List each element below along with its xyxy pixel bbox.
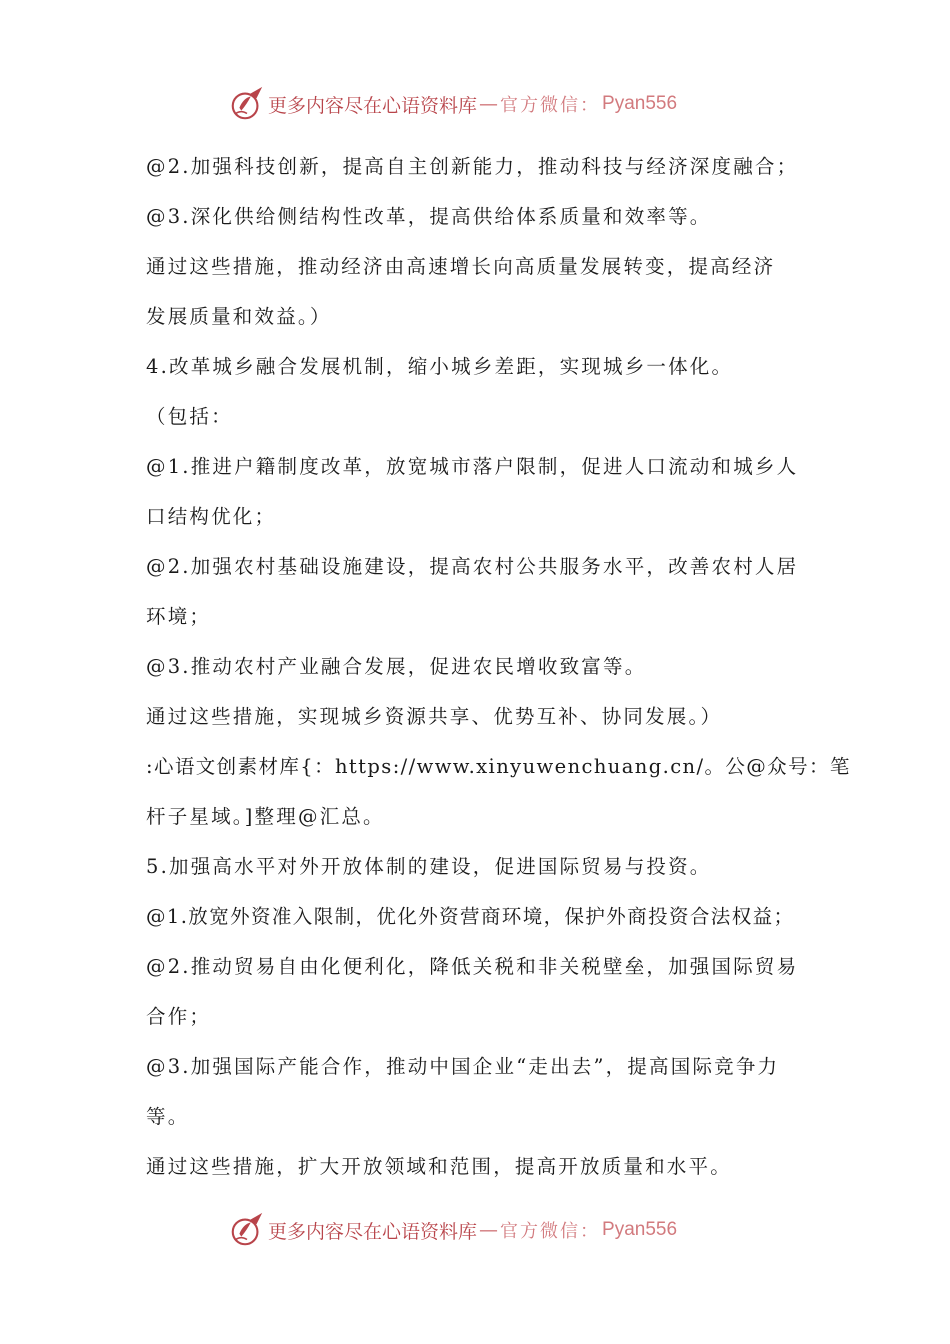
banner-main-text: 更多内容尽在心语资料库 (268, 1220, 478, 1243)
text-line: 口结构优化； (146, 505, 277, 528)
text-line: @3.深化供给侧结构性改革，提高供给体系质量和效率等。 (146, 205, 712, 228)
text-line: 通过这些措施，推动经济由高速增长向高质量发展转变，提高经济 (146, 255, 776, 278)
text-line: 杆子星域。]整理@汇总。 (146, 805, 385, 828)
text-line: @3.加强国际产能合作，推动中国企业“走出去”，提高国际竞争力 (146, 1055, 780, 1078)
text-line: 通过这些措施，实现城乡资源共享、优势互补、协同发展。） (146, 705, 723, 728)
text-line: 合作； (146, 1005, 212, 1028)
pen-logo-icon (228, 85, 266, 123)
text-line: 环境； (146, 605, 212, 628)
text-line: 5.加强高水平对外开放体制的建设，促进国际贸易与投资。 (146, 855, 712, 878)
pen-logo-icon (228, 1211, 266, 1249)
document-body (146, 142, 851, 1192)
text-line: @1.推进户籍制度改革，放宽城市落户限制，促进人口流动和城乡人 (146, 455, 799, 478)
text-line: @2.加强科技创新，提高自主创新能力，推动科技与经济深度融合； (146, 155, 799, 178)
footer-banner (228, 1210, 748, 1250)
text-line: 通过这些措施，扩大开放领域和范围，提高开放质量和水平。 (146, 1155, 732, 1178)
banner-official-text: 官方微信： (500, 95, 601, 116)
text-line: 发展质量和效益。） (146, 305, 332, 328)
banner-dash: — (479, 1219, 499, 1241)
text-line: :心语文创素材库{：https://www.xinyuwenchuang.cn/。公@众号：笔 (146, 755, 851, 778)
banner-official-text: 官方微信： (500, 1221, 601, 1242)
header-banner (228, 84, 748, 124)
banner-main-text: 更多内容尽在心语资料库 (268, 94, 478, 117)
banner-wechat-id: Pyan556 (602, 93, 678, 114)
text-line: @1.放宽外资准入限制，优化外资营商环境，保护外商投资合法权益； (146, 905, 795, 928)
banner-wechat-id: Pyan556 (602, 1219, 678, 1240)
text-line: @2.推动贸易自由化便利化，降低关税和非关税壁垒，加强国际贸易 (146, 955, 799, 978)
text-line: @3.推动农村产业融合发展，促进农民增收致富等。 (146, 655, 647, 678)
text-line: @2.加强农村基础设施建设，提高农村公共服务水平，改善农村人居 (146, 555, 799, 578)
text-line: 等。 (146, 1105, 190, 1128)
text-line: 4.改革城乡融合发展机制，缩小城乡差距，实现城乡一体化。 (146, 355, 734, 378)
text-line: （包括： (146, 405, 233, 428)
banner-dash: — (479, 93, 499, 115)
